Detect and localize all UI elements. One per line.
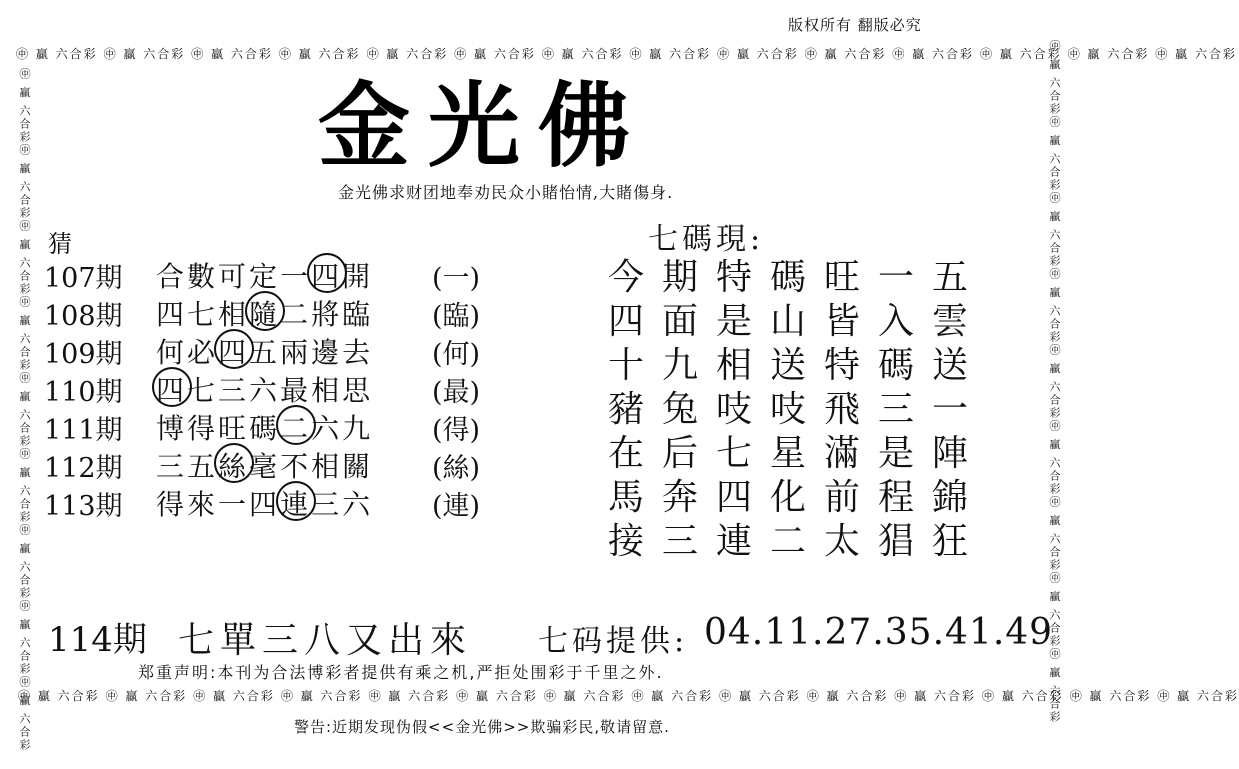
- border-pattern-text: ㊥ 贏 六合彩: [804, 46, 887, 61]
- border-pattern-text: ㊥ 贏 六合彩: [105, 688, 188, 703]
- border-pattern-text: ㊥ 贏 六合彩: [366, 46, 449, 61]
- decorative-border-bottom: [18, 682, 1239, 708]
- riddle-character: 碼: [249, 412, 281, 445]
- riddle-character: 必: [187, 336, 219, 369]
- riddle-character: 可: [218, 260, 250, 293]
- border-pattern-text: ㊥ 贏 六合彩: [1048, 572, 1061, 648]
- riddle-character: 臨: [342, 298, 374, 331]
- decorative-border-top: [16, 40, 1237, 66]
- riddle-phrase: [156, 407, 432, 447]
- poem-line: 十九相送特碼送: [608, 345, 987, 386]
- border-pattern-text: ㊥ 贏 六合彩: [892, 46, 975, 61]
- riddle-character: 五: [187, 450, 219, 483]
- circled-character: 四: [156, 369, 187, 409]
- riddle-row: [44, 294, 522, 332]
- riddle-character: 數: [187, 260, 219, 293]
- riddle-character: 二: [280, 298, 312, 331]
- riddle-phrase: [156, 255, 432, 295]
- border-pattern-text: ㊥ 贏 六合彩: [543, 688, 626, 703]
- riddle-character: 關: [342, 450, 374, 483]
- border-pattern-text: ㊥ 贏 六合彩: [1048, 192, 1061, 268]
- border-pattern-text: ㊥ 贏 六合彩: [191, 46, 273, 61]
- riddle-character: 最: [280, 374, 312, 407]
- riddle-character: 七: [187, 374, 219, 407]
- riddle-period: 110期: [44, 376, 123, 408]
- border-pattern-text: ㊥ 贏 六合彩: [368, 688, 451, 703]
- riddle-row: [44, 370, 522, 408]
- border-pattern-text: ㊥ 贏 六合彩: [894, 688, 977, 703]
- border-pattern-text: ㊥ 贏 六合彩: [18, 372, 31, 448]
- riddle-row: [44, 408, 522, 446]
- poem-line: 四面是山皆入雲: [608, 301, 987, 342]
- border-pattern-text: ㊥ 贏 六合彩: [193, 688, 275, 703]
- slogan: 金光佛求财团地奉劝民众小賭怡情,大賭傷身.: [338, 183, 674, 202]
- border-pattern-text: ㊥ 贏 六合彩: [1048, 40, 1061, 116]
- poem-line: 豬兔吱吱飛三一: [608, 389, 987, 430]
- riddle-answer: (連): [432, 490, 481, 522]
- copyright-notice: 版权所有 翻版必究: [788, 16, 922, 34]
- border-pattern-text: ㊥ 贏 六合彩: [18, 600, 31, 676]
- riddle-character: 合: [156, 260, 188, 293]
- riddle-character: 兩: [280, 336, 312, 369]
- riddle-period: 113期: [44, 490, 123, 522]
- riddle-character: 不: [280, 450, 312, 483]
- riddle-character: 三: [218, 374, 250, 407]
- border-pattern-text: ㊥ 贏 六合彩: [1069, 688, 1152, 703]
- border-pattern-text: ㊥ 贏 六合彩: [16, 46, 98, 61]
- poem-line: 馬奔四化前程錦: [608, 477, 987, 518]
- riddle-period: 109期: [44, 338, 123, 370]
- riddle-period: 108期: [44, 300, 123, 332]
- border-pattern-text: ㊥ 贏 六合彩: [1048, 420, 1061, 496]
- riddle-character: 博: [156, 412, 188, 445]
- riddle-character: 五: [249, 336, 281, 369]
- border-pattern-text: ㊥ 贏 六合彩: [982, 688, 1064, 703]
- border-pattern-text: ㊥ 贏 六合彩: [629, 46, 712, 61]
- riddle-row: [44, 484, 522, 522]
- guess-label: 猜: [48, 230, 72, 258]
- numbers-label: 七码提供:: [538, 624, 689, 659]
- border-pattern-text: ㊥ 贏 六合彩: [18, 676, 31, 752]
- riddle-character: 相: [311, 374, 343, 407]
- border-pattern-text: ㊥ 贏 六合彩: [719, 688, 801, 703]
- riddle-phrase: [156, 445, 432, 485]
- border-pattern-text: ㊥ 贏 六合彩: [18, 448, 31, 524]
- riddle-character: 去: [342, 336, 374, 369]
- circled-character: 絲: [218, 445, 249, 485]
- border-pattern-text: ㊥ 贏 六合彩: [1048, 116, 1061, 192]
- border-pattern-text: ㊥ 贏 六合彩: [454, 46, 536, 61]
- riddle-character: 六: [342, 488, 374, 521]
- border-pattern-text: ㊥ 贏 六合彩: [278, 46, 361, 61]
- border-pattern-text: ㊥ 贏 六合彩: [1048, 648, 1061, 724]
- riddle-row: [44, 256, 522, 294]
- border-pattern-text: ㊥ 贏 六合彩: [717, 46, 799, 61]
- riddle-character: 毫: [249, 450, 281, 483]
- riddle-character: 三: [311, 488, 343, 521]
- page-title: 金光佛: [318, 72, 649, 180]
- riddle-row: [44, 332, 522, 370]
- riddle-answer: (一): [432, 262, 481, 294]
- riddle-answer: (何): [432, 338, 481, 370]
- circled-character: 四: [311, 255, 342, 295]
- poem-line: 接三連二太猖狂: [608, 521, 987, 562]
- riddle-character: 邊: [311, 336, 343, 369]
- border-pattern-text: ㊥ 贏 六合彩: [18, 524, 31, 600]
- border-pattern-text: ㊥ 贏 六合彩: [541, 46, 624, 61]
- riddle-phrase: [156, 331, 432, 371]
- riddle-character: 旺: [218, 412, 250, 445]
- riddle-character: 一: [218, 488, 250, 521]
- border-pattern-text: ㊥ 贏 六合彩: [103, 46, 186, 61]
- riddle-answer: (最): [432, 376, 481, 408]
- riddle-character: 思: [342, 374, 374, 407]
- riddle-period: 112期: [44, 452, 123, 484]
- seven-codes-header: 七碼現:: [648, 222, 765, 257]
- riddle-list: [44, 256, 522, 522]
- border-pattern-text: ㊥ 贏 六合彩: [456, 688, 538, 703]
- circled-character: 二: [280, 407, 311, 447]
- border-pattern-text: ㊥ 贏 六合彩: [1157, 688, 1239, 703]
- riddle-character: 六: [249, 374, 281, 407]
- riddle-period: 107期: [44, 262, 123, 294]
- riddle-character: 將: [311, 298, 343, 331]
- riddle-answer: (臨): [432, 300, 481, 332]
- riddle-row: [44, 446, 522, 484]
- border-pattern-text: ㊥ 贏 六合彩: [18, 688, 100, 703]
- riddle-character: 得: [156, 488, 188, 521]
- border-pattern-text: ㊥ 贏 六合彩: [1048, 268, 1061, 344]
- circled-character: 隨: [249, 293, 280, 333]
- warning-notice: 警告:近期发现伪假<<金光佛>>欺骗彩民,敬请留意.: [294, 718, 670, 736]
- border-pattern-text: ㊥ 贏 六合彩: [1048, 344, 1061, 420]
- poem-block: [608, 256, 986, 564]
- border-pattern-text: ㊥ 贏 六合彩: [18, 296, 31, 372]
- riddle-character: 七: [187, 298, 219, 331]
- border-pattern-text: ㊥ 贏 六合彩: [631, 688, 714, 703]
- border-pattern-text: ㊥ 贏 六合彩: [18, 220, 31, 296]
- legal-notice: 郑重声明:本刊为合法博彩者提供有乘之机,严拒处围彩于千里之外.: [138, 663, 664, 682]
- border-pattern-text: ㊥ 贏 六合彩: [1155, 46, 1237, 61]
- riddle-character: 六: [311, 412, 343, 445]
- border-pattern-text: ㊥ 贏 六合彩: [980, 46, 1062, 61]
- riddle-character: 開: [342, 260, 374, 293]
- lottery-numbers: 04.11.27.35.41.49: [704, 612, 1054, 653]
- border-pattern-text: ㊥ 贏 六合彩: [280, 688, 363, 703]
- decorative-border-right: [1040, 40, 1062, 724]
- border-pattern-text: ㊥ 贏 六合彩: [1048, 496, 1061, 572]
- riddle-character: 相: [311, 450, 343, 483]
- riddle-character: 來: [187, 488, 219, 521]
- circled-character: 四: [218, 331, 249, 371]
- riddle-character: 得: [187, 412, 219, 445]
- riddle-character: 三: [156, 450, 188, 483]
- riddle-character: 定: [249, 260, 281, 293]
- riddle-character: 何: [156, 336, 188, 369]
- riddle-phrase: [156, 483, 432, 523]
- border-pattern-text: ㊥ 贏 六合彩: [1067, 46, 1150, 61]
- poem-line: 今期特碼旺一五: [608, 257, 987, 298]
- prediction-phrase: 七單三八又出來: [178, 620, 473, 661]
- riddle-period: 111期: [44, 414, 123, 446]
- circled-character: 連: [280, 483, 311, 523]
- border-pattern-text: ㊥ 贏 六合彩: [806, 688, 889, 703]
- decorative-border-left: [10, 68, 32, 752]
- poem-line: 在后七星滿是陣: [608, 433, 987, 474]
- riddle-character: 相: [218, 298, 250, 331]
- riddle-character: 一: [280, 260, 312, 293]
- riddle-answer: (得): [432, 414, 481, 446]
- border-pattern-text: ㊥ 贏 六合彩: [18, 144, 31, 220]
- prediction-period: 114期: [48, 620, 147, 660]
- riddle-character: 九: [342, 412, 374, 445]
- riddle-phrase: [156, 369, 432, 409]
- riddle-answer: (絲): [432, 452, 481, 484]
- border-pattern-text: ㊥ 贏 六合彩: [18, 68, 31, 144]
- riddle-character: 四: [249, 488, 281, 521]
- riddle-phrase: [156, 293, 432, 333]
- riddle-character: 四: [156, 298, 188, 331]
